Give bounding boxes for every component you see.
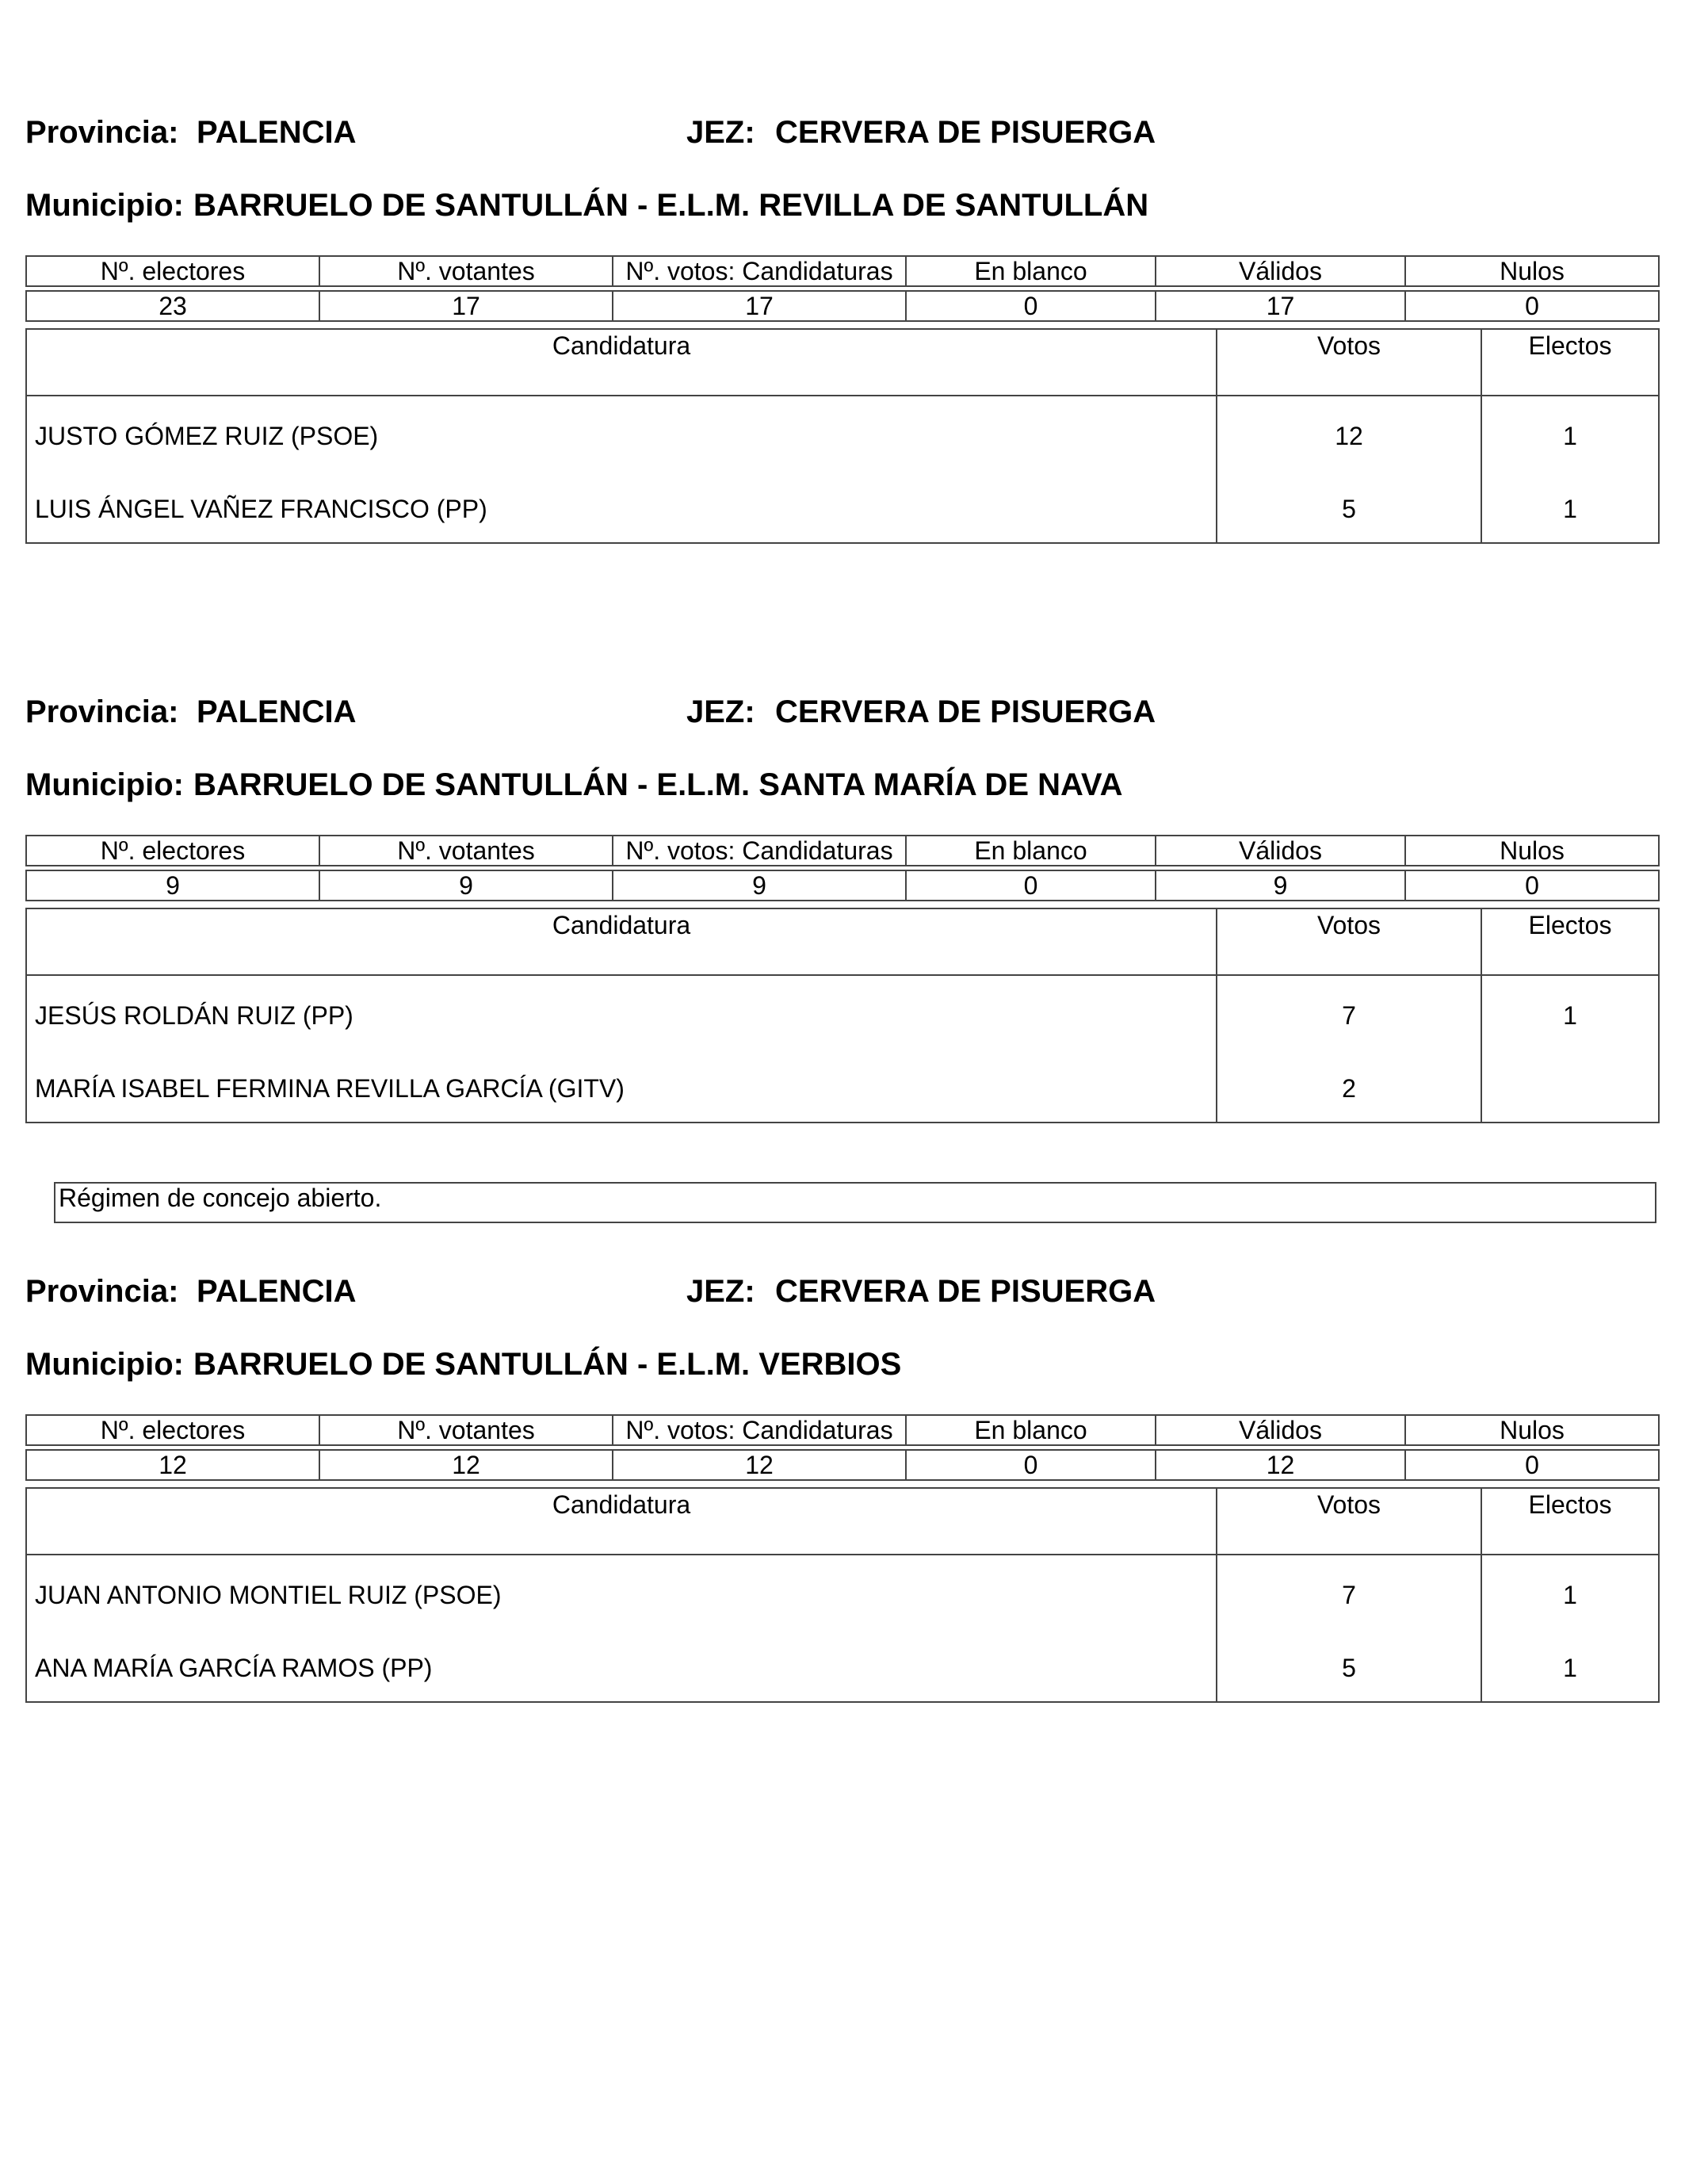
provincia-label: Provincia: <box>25 115 179 150</box>
stats-header-cell: Nº. votos: Candidaturas <box>613 836 906 866</box>
candidate-electos <box>1481 1055 1659 1123</box>
stats-value-cell: 12 <box>319 1450 613 1480</box>
stats-table <box>25 1414 1660 1481</box>
municipio-row <box>25 186 1148 225</box>
stats-header-cell: En blanco <box>906 836 1156 866</box>
candidate-votos: 5 <box>1217 1635 1481 1702</box>
stats-header-cell: Nº. electores <box>26 1415 319 1445</box>
candidate-row <box>26 1055 1659 1123</box>
stats-header-cell: Nº. votos: Candidaturas <box>613 256 906 286</box>
stats-header-cell: Nulos <box>1405 836 1659 866</box>
municipio-label: Municipio: <box>25 188 184 223</box>
candidatura-header: Candidatura <box>26 1488 1217 1555</box>
stats-header-cell: Válidos <box>1156 836 1405 866</box>
candidate-votos: 7 <box>1217 975 1481 1055</box>
candidate-name: JUAN ANTONIO MONTIEL RUIZ (PSOE) <box>26 1555 1217 1635</box>
stats-table <box>25 255 1660 322</box>
candidates-table <box>25 328 1660 544</box>
provincia-label: Provincia: <box>25 1274 179 1309</box>
province-row <box>25 1272 1658 1311</box>
stats-header-cell: Nº. electores <box>26 836 319 866</box>
municipio-row <box>25 765 1123 805</box>
stats-header-cell: Nº. electores <box>26 256 319 286</box>
candidate-name: MARÍA ISABEL FERMINA REVILLA GARCÍA (GITV) <box>26 1055 1217 1123</box>
candidate-name: JESÚS ROLDÁN RUIZ (PP) <box>26 975 1217 1055</box>
stats-value-cell: 12 <box>613 1450 906 1480</box>
stats-header-cell: En blanco <box>906 1415 1156 1445</box>
province-row <box>25 692 1658 732</box>
provincia-label: Provincia: <box>25 694 179 729</box>
stats-value-cell: 17 <box>613 291 906 321</box>
stats-header-cell: Válidos <box>1156 256 1405 286</box>
candidates-header-row <box>26 329 1659 396</box>
municipio-value: BARRUELO DE SANTULLÁN - E.L.M. SANTA MARÍA DE NAVA <box>193 767 1123 802</box>
stats-value-cell: 12 <box>1156 1450 1405 1480</box>
provincia-value: PALENCIA <box>197 694 357 729</box>
candidate-electos: 1 <box>1481 975 1659 1055</box>
stats-value-cell: 17 <box>1156 291 1405 321</box>
stats-header-cell: Nº. votos: Candidaturas <box>613 1415 906 1445</box>
candidate-electos: 1 <box>1481 476 1659 543</box>
jez-value: CERVERA DE PISUERGA <box>775 115 1156 150</box>
candidates-table <box>25 908 1660 1123</box>
stats-value-cell: 17 <box>319 291 613 321</box>
stats-value-cell: 0 <box>1405 870 1659 901</box>
stats-header-row <box>26 1415 1659 1445</box>
candidate-name: LUIS ÁNGEL VAÑEZ FRANCISCO (PP) <box>26 476 1217 543</box>
stats-value-cell: 9 <box>319 870 613 901</box>
stats-value-cell: 0 <box>1405 1450 1659 1480</box>
jez-label: JEZ: <box>686 115 755 150</box>
stats-header-cell: Nulos <box>1405 256 1659 286</box>
jez-value: CERVERA DE PISUERGA <box>775 1274 1156 1309</box>
stats-value-row <box>26 291 1659 321</box>
stats-header-row <box>26 836 1659 866</box>
candidate-row <box>26 975 1659 1055</box>
stats-value-row <box>26 870 1659 901</box>
candidate-electos: 1 <box>1481 1555 1659 1635</box>
candidate-row <box>26 1555 1659 1635</box>
candidate-electos: 1 <box>1481 1635 1659 1702</box>
candidate-row <box>26 1635 1659 1702</box>
provincia-value: PALENCIA <box>197 115 357 150</box>
candidate-name: ANA MARÍA GARCÍA RAMOS (PP) <box>26 1635 1217 1702</box>
stats-header-cell: Nº. votantes <box>319 256 613 286</box>
stats-header-cell: Nº. votantes <box>319 1415 613 1445</box>
municipio-value: BARRUELO DE SANTULLÁN - E.L.M. VERBIOS <box>193 1347 902 1382</box>
municipio-label: Municipio: <box>25 1347 184 1382</box>
votos-header: Votos <box>1217 1488 1481 1555</box>
stats-value-cell: 0 <box>906 1450 1156 1480</box>
candidate-row <box>26 396 1659 476</box>
concejo-abierto-note: Régimen de concejo abierto. <box>54 1182 1656 1223</box>
votos-header: Votos <box>1217 329 1481 396</box>
stats-value-cell: 9 <box>26 870 319 901</box>
candidate-name: JUSTO GÓMEZ RUIZ (PSOE) <box>26 396 1217 476</box>
candidate-votos: 7 <box>1217 1555 1481 1635</box>
stats-header-cell: Nulos <box>1405 1415 1659 1445</box>
candidates-header-row <box>26 1488 1659 1555</box>
jez-value: CERVERA DE PISUERGA <box>775 694 1156 729</box>
stats-header-row <box>26 256 1659 286</box>
candidate-electos: 1 <box>1481 396 1659 476</box>
municipio-row <box>25 1344 901 1384</box>
stats-value-row <box>26 1450 1659 1480</box>
candidate-votos: 2 <box>1217 1055 1481 1123</box>
municipio-label: Municipio: <box>25 767 184 802</box>
stats-header-cell: Nº. votantes <box>319 836 613 866</box>
candidates-table <box>25 1487 1660 1703</box>
votos-header: Votos <box>1217 908 1481 975</box>
stats-value-cell: 0 <box>906 291 1156 321</box>
jez-label: JEZ: <box>686 694 755 729</box>
stats-header-cell: Válidos <box>1156 1415 1405 1445</box>
stats-value-cell: 0 <box>906 870 1156 901</box>
municipio-value: BARRUELO DE SANTULLÁN - E.L.M. REVILLA DE SANTULLÁN <box>193 188 1149 223</box>
stats-value-cell: 9 <box>1156 870 1405 901</box>
candidates-header-row <box>26 908 1659 975</box>
electos-header: Electos <box>1481 908 1659 975</box>
candidate-votos: 12 <box>1217 396 1481 476</box>
stats-value-cell: 12 <box>26 1450 319 1480</box>
stats-value-cell: 0 <box>1405 291 1659 321</box>
stats-value-cell: 9 <box>613 870 906 901</box>
province-row <box>25 113 1658 152</box>
electos-header: Electos <box>1481 1488 1659 1555</box>
stats-header-cell: En blanco <box>906 256 1156 286</box>
electos-header: Electos <box>1481 329 1659 396</box>
candidatura-header: Candidatura <box>26 908 1217 975</box>
candidate-row <box>26 476 1659 543</box>
candidate-votos: 5 <box>1217 476 1481 543</box>
jez-label: JEZ: <box>686 1274 755 1309</box>
candidatura-header: Candidatura <box>26 329 1217 396</box>
stats-value-cell: 23 <box>26 291 319 321</box>
stats-table <box>25 835 1660 901</box>
provincia-value: PALENCIA <box>197 1274 357 1309</box>
